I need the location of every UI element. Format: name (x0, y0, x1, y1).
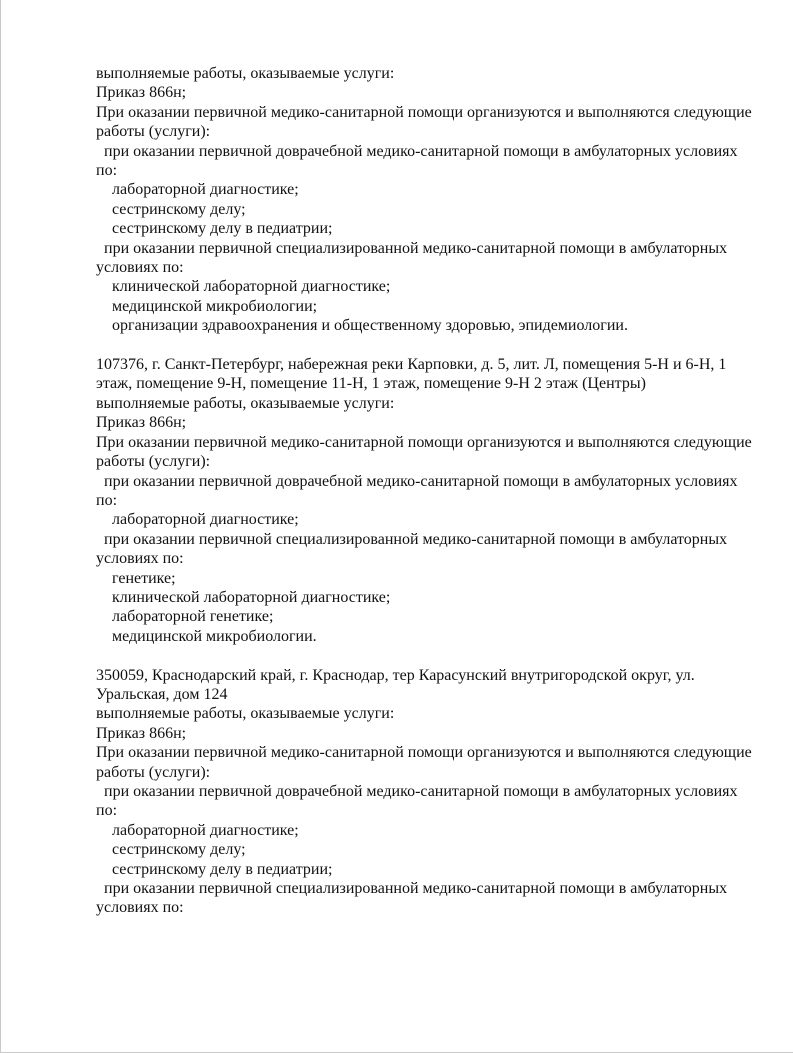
text-line: сестринскому делу; (96, 200, 246, 218)
text-line: этаж, помещение 9-Н, помещение 11-Н, 1 этаж, помещение 9-Н 2 этаж (Центры) (96, 375, 646, 393)
text-line: При оказании первичной медико-санитарной помощи организуются и выполняются следующие (96, 744, 752, 762)
text-line: работы (услуги): (96, 123, 211, 141)
text-line: при оказании первичной специализированной медико-санитарной помощи в амбулаторных (96, 239, 728, 257)
text-line: работы (услуги): (96, 453, 211, 471)
text-line: при оказании первичной специализированной медико-санитарной помощи в амбулаторных (96, 530, 728, 548)
text-line: по: (96, 162, 118, 180)
text-line: Приказ 866н; (96, 84, 187, 102)
text-line: лабораторной диагностике; (96, 181, 299, 199)
text-line: при оказании первичной доврачебной медико-санитарной помощи в амбулаторных условиях (96, 142, 738, 160)
text-line: медицинской микробиологии. (96, 627, 317, 645)
text-line: медицинской микробиологии; (96, 297, 318, 315)
document-text (1, 0, 793, 918)
text-line: лабораторной генетике; (96, 608, 274, 626)
text-line: сестринскому делу; (96, 841, 246, 859)
text-line: 350059, Краснодарский край, г. Краснодар, тер Карасунский внутригородской округ, ул. (96, 666, 695, 684)
text-line: Приказ 866н; (96, 414, 187, 432)
text-line: по: (96, 802, 118, 820)
text-line: при оказании первичной доврачебной медико-санитарной помощи в амбулаторных условиях (96, 783, 738, 800)
text-line: работы (услуги): (96, 763, 211, 781)
text-line: При оказании первичной медико-санитарной помощи организуются и выполняются следующие (96, 433, 752, 451)
text-line: Уральская, дом 124 (96, 685, 228, 703)
text-line: клинической лабораторной диагностике; (96, 278, 391, 296)
text-line: условиях по: (96, 550, 184, 568)
text-line: при оказании первичной доврачебной медико-санитарной помощи в амбулаторных условиях (96, 472, 738, 490)
text-line: при оказании первичной специализированной медико-санитарной помощи в амбулаторных (96, 880, 728, 898)
text-line: сестринскому делу в педиатрии; (96, 220, 333, 238)
text-line: лабораторной диагностике; (96, 821, 299, 839)
text-line: клинической лабораторной диагностике; (96, 588, 391, 606)
text-line: выполняемые работы, оказываемые услуги: (96, 65, 395, 82)
text-line: выполняемые работы, оказываемые услуги: (96, 394, 395, 412)
text-line: организации здравоохранения и общественному здоровью, эпидемиологии. (96, 317, 628, 335)
text-line: При оказании первичной медико-санитарной помощи организуются и выполняются следующие (96, 103, 752, 121)
text-line: по: (96, 491, 118, 509)
license-section-3 (96, 666, 775, 918)
text-line: условиях по: (96, 899, 184, 917)
text-line: 107376, г. Санкт-Петербург, набережная реки Карповки, д. 5, лит. Л, помещения 5-Н и 6-Н, 1 (96, 356, 727, 374)
license-section-2 (96, 355, 775, 646)
text-line: Приказ 866н; (96, 724, 187, 742)
text-line: лабораторной диагностике; (96, 511, 299, 529)
text-line: выполняемые работы, оказываемые услуги: (96, 705, 395, 723)
text-line: условиях по: (96, 259, 184, 277)
license-section-1 (96, 64, 775, 336)
text-line: сестринскому делу в педиатрии; (96, 860, 333, 878)
text-line: генетике; (96, 569, 176, 587)
